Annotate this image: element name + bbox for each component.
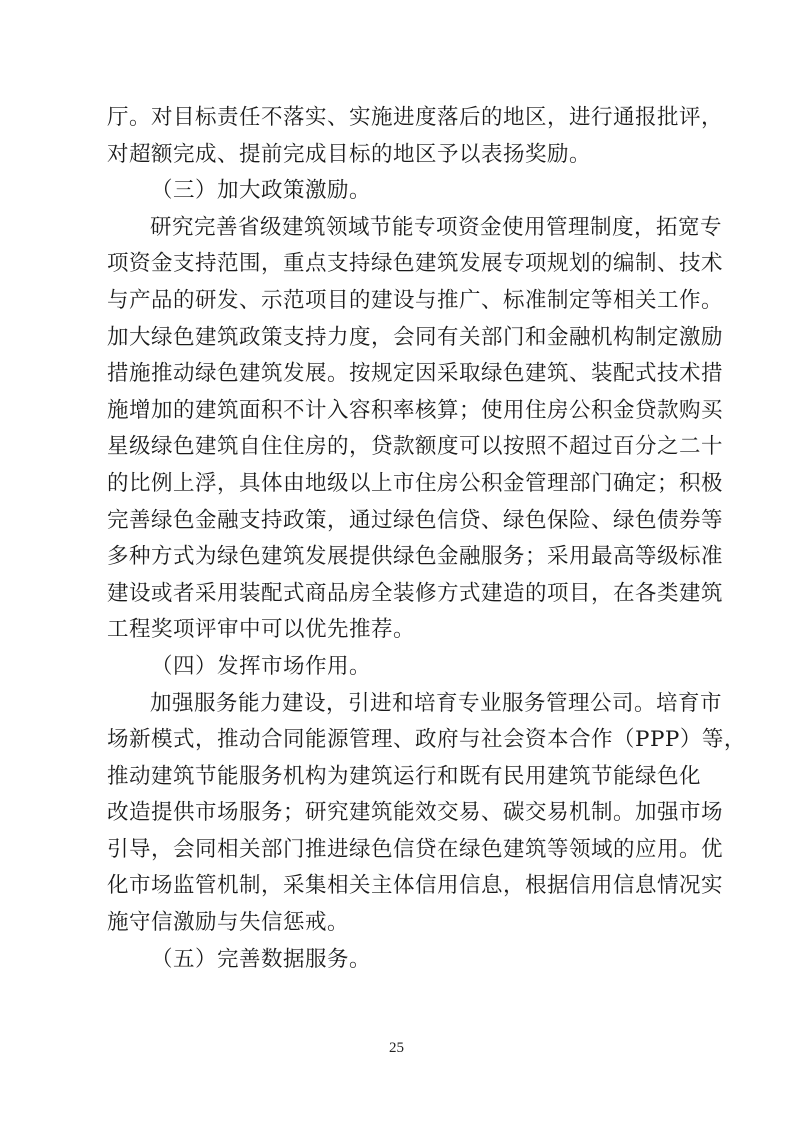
- text-line: 加大绿色建筑政策支持力度，会同有关部门和金融机构制定激励: [107, 324, 724, 350]
- text-line: 完善绿色金融支持政策，通过绿色信贷、绿色保险、绿色债券等: [107, 507, 724, 533]
- body-text: [107, 100, 746, 978]
- section-heading: （四）发挥市场作用。: [151, 653, 372, 679]
- page-number: 25: [389, 1040, 404, 1056]
- paragraph-first-line: 研究完善省级建筑领域节能专项资金使用管理制度，拓宽专: [150, 214, 723, 240]
- text-line: 项资金支持范围，重点支持绿色建筑发展专项规划的编制、技术: [107, 251, 724, 277]
- text-line: 厅。对目标责任不落实、实施进度落后的地区，进行通报批评，: [107, 105, 724, 130]
- text-line: 工程奖项评审中可以优先推荐。: [107, 617, 416, 643]
- section-heading: （五）完善数据服务。: [151, 946, 372, 972]
- text-line: 建设或者采用装配式商品房全装修方式建造的项目，在各类建筑: [107, 580, 724, 606]
- text-line: 推动建筑节能服务机构为建筑运行和既有民用建筑节能绿色化: [107, 763, 702, 789]
- text-line: 星级绿色建筑自住住房的，贷款额度可以按照不超过百分之二十: [107, 434, 724, 460]
- text-line: 化市场监管机制，采集相关主体信用信息，根据信用信息情况实: [107, 873, 724, 899]
- text-line: 多种方式为绿色建筑发展提供绿色金融服务；采用最高等级标准: [107, 544, 724, 570]
- text-line: 措施推动绿色建筑发展。按规定因采取绿色建筑、装配式技术措: [107, 361, 724, 387]
- text-line: 的比例上浮，具体由地级以上市住房公积金管理部门确定；积极: [107, 470, 724, 496]
- text-line: 施增加的建筑面积不计入容积率核算；使用住房公积金贷款购买: [107, 397, 724, 423]
- text-line: 与产品的研发、示范项目的建设与推广、标准制定等相关工作。: [107, 287, 724, 313]
- section-heading: （三）加大政策激励。: [151, 178, 372, 204]
- text-line: 对超额完成、提前完成目标的地区予以表扬奖励。: [107, 141, 592, 167]
- paragraph-first-line: 加强服务能力建设，引进和培育专业服务管理公司。培育市: [150, 690, 723, 716]
- text-line: 引导，会同相关部门推进绿色信贷在绿色建筑等领域的应用。优: [107, 836, 724, 862]
- text-line: 施守信激励与失信惩戒。: [107, 910, 350, 936]
- text-line: 改造提供市场服务；研究建筑能效交易、碳交易机制。加强市场: [107, 800, 724, 826]
- text-line: 场新模式，推动合同能源管理、政府与社会资本合作（PPP）等，: [107, 727, 746, 753]
